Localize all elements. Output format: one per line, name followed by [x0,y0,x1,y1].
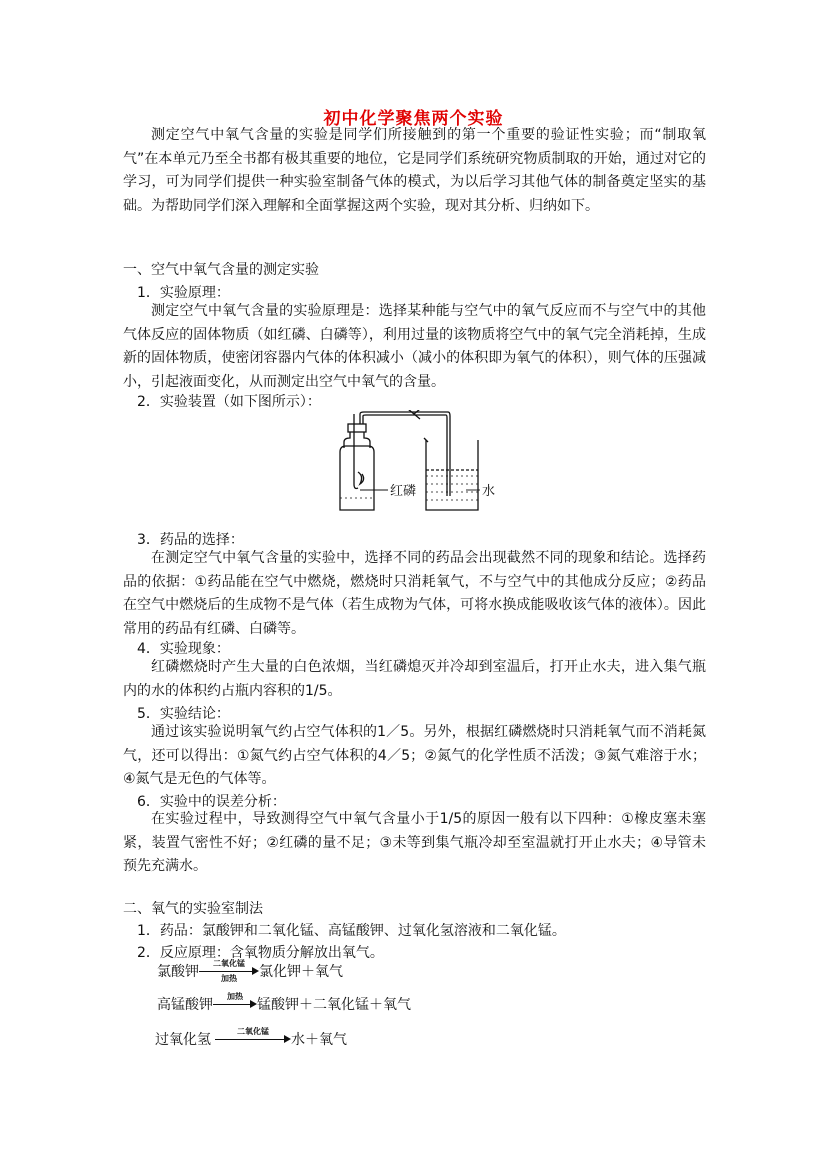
beaker [426,440,478,510]
equation-1 [157,960,343,984]
s5-block [123,721,706,792]
s2-label: 2．实验装置（如下图所示）： [137,394,321,410]
s4-paragraph: 红磷燃烧时产生大量的白色浓烟，当红磷熄灭并冷却到室温后，打开止水夫，进入集气瓶内的水的体积约占瓶内容积的1/5。 [123,659,706,699]
s6-paragraph: 在实验过程中，导致测得空气中氧气含量小于1/5的原因一般有以下四种：①橡皮塞未塞紧，装置气密性不好；②红磷的量不足；③未等到集气瓶冷却至室温就打开止水夫；④导管未预先充满水。 [123,811,706,875]
eq3-condition-above: 二氧化锰 [237,1027,269,1036]
eq1-products: 氯化钾＋氧气 [259,964,343,980]
s1-block [123,300,706,394]
eq2-arrow [213,993,257,1017]
s2-1-text: 1．药品：氯酸钾和二氧化锰、高锰酸钾、过氧化氢溶液和二氧化锰。 [137,923,566,939]
s5-label: 5．实验结论： [137,706,230,722]
gas-bottle [344,430,370,448]
section1-heading: 一、空气中氧气含量的测定实验 [123,262,319,278]
eq3-products: 水＋氧气 [291,1032,347,1048]
s5-paragraph: 通过该实验说明氧气约占空气体积的1／5。另外，根据红磷燃烧时只消耗氧气而不消耗氮气，还可以得出：①氮气约占空气体积的4／5；②氮气的化学性质不活泼；③氮气难溶于水；④氮气是无色的气体等。 [123,724,706,788]
eq2-condition-above: 加热 [227,992,243,1001]
eq1-condition-below: 加热 [221,974,237,983]
eq1-condition-above: 二氧化锰 [213,959,245,968]
s3-block [123,547,706,641]
s3-paragraph: 在测定空气中氧气含量的实验中，选择不同的药品会出现截然不同的现象和结论。选择药品的依据：①药品能在空气中燃烧，燃烧时只消耗氧气，不与空气中的其他成分反应；②药品在空气中燃烧后的生成物不是气体（若生成物为气体，可将水换成能吸收该气体的液体）。因此常用的药品有红磷、白磷等。 [123,550,706,637]
eq1-arrow [199,960,259,984]
s1-paragraph: 测定空气中氧气含量的实验原理是：选择某种能与空气中的氧气反应而不与空气中的其他气体反应的固体物质（如红磷、白磷等），利用过量的该物质将空气中的氧气完全消耗掉，生成新的固体物质，使密闭容器内气体的体积减小（减小的体积即为氧气的体积），则气体的压强减小，引起液面变化，从而测定出空气中氧气的含量。 [123,303,706,390]
eq2-reactant: 高锰酸钾 [157,997,213,1013]
label-phosphorus: 红磷 [390,484,417,499]
eq3-reactant: 过氧化氢 [155,1032,211,1048]
eq3-arrow [215,1028,291,1052]
s4-label: 4．实验现象： [137,641,230,657]
section2-heading: 二、氧气的实验室制法 [123,901,263,917]
s6-block [123,808,706,879]
eq1-reactant: 氯酸钾 [157,964,199,980]
s6-label: 6．实验中的误差分析： [137,794,286,810]
s1-label: 1．实验原理： [137,285,230,301]
eq2-products: 锰酸钾＋二氧化锰＋氧气 [257,997,411,1013]
equation-2 [157,993,411,1017]
s2-2-text: 2．反应原理：含氧物质分解放出氧气。 [137,945,384,961]
equation-3 [155,1028,347,1052]
intro-paragraph: 测定空气中氧气含量的实验是同学们所接触到的第一个重要的验证性实验；而“制取氧气”在本单元乃至全书都有极其重要的地位，它是同学们系统研究物质制取的开始，通过对它的学习，可为同学们提供一种实验室制备气体的模式，为以后学习其他气体的制备奠定坚实的基础。为帮助同学们深入理解和全面掌握这两个实验，现对其分析、归纳如下。 [123,127,706,214]
s4-block [123,656,706,703]
s3-label: 3．药品的选择： [137,532,244,548]
rubber-stopper [348,424,366,432]
apparatus-figure [330,410,500,516]
label-water: 水 [482,484,496,499]
page-title: 初中化学聚焦两个实验 [323,109,504,129]
intro-block [123,124,706,218]
